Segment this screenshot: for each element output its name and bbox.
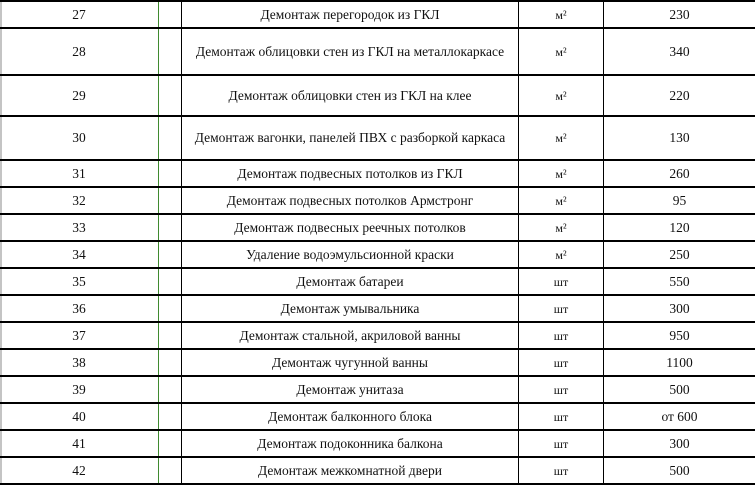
row-number: 35 bbox=[72, 274, 86, 289]
price-cell bbox=[604, 214, 755, 241]
row-number-cell bbox=[0, 241, 159, 268]
description-cell bbox=[182, 457, 519, 484]
price-value: 300 bbox=[669, 301, 689, 316]
unit-cell bbox=[519, 430, 604, 457]
price-cell bbox=[604, 349, 755, 376]
unit-cell bbox=[519, 1, 604, 28]
price-value: 250 bbox=[669, 247, 689, 262]
table-row bbox=[0, 241, 755, 268]
work-description: Демонтаж подвесных потолков из ГКЛ bbox=[237, 166, 462, 181]
work-description: Демонтаж облицовки стен из ГКЛ на металлокаркасе bbox=[196, 44, 504, 59]
price-value: 130 bbox=[669, 130, 689, 145]
price-cell bbox=[604, 376, 755, 403]
table-row bbox=[0, 403, 755, 430]
work-description: Демонтаж межкомнатной двери bbox=[258, 463, 442, 478]
unit-cell bbox=[519, 268, 604, 295]
unit-cell bbox=[519, 75, 604, 116]
price-value: 340 bbox=[669, 44, 689, 59]
row-number-cell bbox=[0, 349, 159, 376]
description-cell bbox=[182, 160, 519, 187]
price-value: 950 bbox=[669, 328, 689, 343]
row-number: 38 bbox=[72, 355, 86, 370]
description-cell bbox=[182, 403, 519, 430]
table-row bbox=[0, 268, 755, 295]
price-value: от 600 bbox=[661, 409, 697, 424]
table-row bbox=[0, 376, 755, 403]
work-description: Демонтаж стальной, акриловой ванны bbox=[239, 328, 460, 343]
row-number-cell bbox=[0, 268, 159, 295]
work-description: Демонтаж умывальника bbox=[281, 301, 420, 316]
price-cell bbox=[604, 241, 755, 268]
row-number: 40 bbox=[72, 409, 86, 424]
row-number-cell bbox=[0, 214, 159, 241]
price-cell bbox=[604, 187, 755, 214]
price-value: 230 bbox=[669, 7, 689, 22]
empty-cell bbox=[159, 322, 182, 349]
unit-of-measure: м² bbox=[555, 167, 566, 181]
description-cell bbox=[182, 322, 519, 349]
row-number: 39 bbox=[72, 382, 86, 397]
row-number: 32 bbox=[72, 193, 86, 208]
unit-of-measure: м² bbox=[555, 45, 566, 59]
table-row bbox=[0, 1, 755, 28]
price-value: 300 bbox=[669, 436, 689, 451]
unit-of-measure: м² bbox=[555, 8, 566, 22]
row-number-cell bbox=[0, 160, 159, 187]
empty-cell bbox=[159, 214, 182, 241]
empty-cell bbox=[159, 349, 182, 376]
table-row bbox=[0, 322, 755, 349]
unit-cell bbox=[519, 349, 604, 376]
description-cell bbox=[182, 241, 519, 268]
description-cell bbox=[182, 295, 519, 322]
unit-cell bbox=[519, 403, 604, 430]
unit-of-measure: м² bbox=[555, 89, 566, 103]
empty-cell bbox=[159, 403, 182, 430]
table-row bbox=[0, 295, 755, 322]
row-number-cell bbox=[0, 457, 159, 484]
row-number-cell bbox=[0, 295, 159, 322]
description-cell bbox=[182, 214, 519, 241]
price-cell bbox=[604, 116, 755, 160]
unit-cell bbox=[519, 160, 604, 187]
unit-cell bbox=[519, 28, 604, 75]
price-value: 220 bbox=[669, 88, 689, 103]
table-row bbox=[0, 457, 755, 484]
work-description: Демонтаж перегородок из ГКЛ bbox=[260, 7, 439, 22]
table-row bbox=[0, 116, 755, 160]
unit-of-measure: шт bbox=[554, 464, 568, 478]
row-number: 33 bbox=[72, 220, 86, 235]
unit-of-measure: шт bbox=[554, 410, 568, 424]
price-value: 500 bbox=[669, 463, 689, 478]
price-list-body bbox=[0, 1, 755, 484]
unit-cell bbox=[519, 116, 604, 160]
description-cell bbox=[182, 430, 519, 457]
work-description: Демонтаж подвесных реечных потолков bbox=[234, 220, 466, 235]
work-description: Демонтаж унитаза bbox=[296, 382, 403, 397]
empty-cell bbox=[159, 28, 182, 75]
row-number: 34 bbox=[72, 247, 86, 262]
row-number-cell bbox=[0, 403, 159, 430]
price-cell bbox=[604, 295, 755, 322]
unit-of-measure: шт bbox=[554, 437, 568, 451]
work-description: Демонтаж батареи bbox=[296, 274, 403, 289]
row-number-cell bbox=[0, 187, 159, 214]
work-description: Демонтаж облицовки стен из ГКЛ на клее bbox=[228, 88, 471, 103]
unit-cell bbox=[519, 241, 604, 268]
unit-of-measure: шт bbox=[554, 329, 568, 343]
price-cell bbox=[604, 403, 755, 430]
row-number: 29 bbox=[72, 88, 86, 103]
empty-cell bbox=[159, 295, 182, 322]
price-value: 550 bbox=[669, 274, 689, 289]
unit-cell bbox=[519, 187, 604, 214]
price-cell bbox=[604, 457, 755, 484]
description-cell bbox=[182, 28, 519, 75]
unit-cell bbox=[519, 295, 604, 322]
work-description: Демонтаж чугунной ванны bbox=[272, 355, 428, 370]
row-number: 37 bbox=[72, 328, 86, 343]
unit-of-measure: шт bbox=[554, 383, 568, 397]
row-number-cell bbox=[0, 116, 159, 160]
price-cell bbox=[604, 322, 755, 349]
price-cell bbox=[604, 268, 755, 295]
price-cell bbox=[604, 430, 755, 457]
description-cell bbox=[182, 187, 519, 214]
empty-cell bbox=[159, 160, 182, 187]
table-row bbox=[0, 214, 755, 241]
description-cell bbox=[182, 268, 519, 295]
table-row bbox=[0, 75, 755, 116]
empty-cell bbox=[159, 376, 182, 403]
work-description: Демонтаж подоконника балкона bbox=[257, 436, 442, 451]
row-number-cell bbox=[0, 376, 159, 403]
row-number: 41 bbox=[72, 436, 86, 451]
row-number: 31 bbox=[72, 166, 86, 181]
row-number-cell bbox=[0, 28, 159, 75]
unit-of-measure: м² bbox=[555, 221, 566, 235]
work-description: Демонтаж вагонки, панелей ПВХ с разборкой каркаса bbox=[195, 130, 505, 145]
table-row bbox=[0, 187, 755, 214]
empty-cell bbox=[159, 430, 182, 457]
row-number: 30 bbox=[72, 130, 86, 145]
price-value: 260 bbox=[669, 166, 689, 181]
unit-of-measure: шт bbox=[554, 275, 568, 289]
price-value: 500 bbox=[669, 382, 689, 397]
empty-cell bbox=[159, 1, 182, 28]
empty-cell bbox=[159, 241, 182, 268]
empty-cell bbox=[159, 457, 182, 484]
unit-of-measure: м² bbox=[555, 194, 566, 208]
unit-cell bbox=[519, 322, 604, 349]
description-cell bbox=[182, 349, 519, 376]
row-number: 27 bbox=[72, 7, 86, 22]
empty-cell bbox=[159, 116, 182, 160]
row-number: 36 bbox=[72, 301, 86, 316]
work-description: Демонтаж балконного блока bbox=[268, 409, 432, 424]
row-number-cell bbox=[0, 322, 159, 349]
table-row bbox=[0, 349, 755, 376]
work-description: Демонтаж подвесных потолков Армстронг bbox=[227, 193, 474, 208]
unit-cell bbox=[519, 457, 604, 484]
price-cell bbox=[604, 75, 755, 116]
row-number: 42 bbox=[72, 463, 86, 478]
price-cell bbox=[604, 1, 755, 28]
row-number-cell bbox=[0, 75, 159, 116]
price-cell bbox=[604, 28, 755, 75]
work-description: Удаление водоэмульсионной краски bbox=[246, 247, 454, 262]
unit-of-measure: шт bbox=[554, 302, 568, 316]
row-number: 28 bbox=[72, 44, 86, 59]
unit-of-measure: м² bbox=[555, 131, 566, 145]
row-number-cell bbox=[0, 1, 159, 28]
unit-cell bbox=[519, 214, 604, 241]
description-cell bbox=[182, 75, 519, 116]
empty-cell bbox=[159, 75, 182, 116]
description-cell bbox=[182, 376, 519, 403]
table-row bbox=[0, 28, 755, 75]
description-cell bbox=[182, 1, 519, 28]
row-number-cell bbox=[0, 430, 159, 457]
unit-of-measure: м² bbox=[555, 248, 566, 262]
price-value: 95 bbox=[673, 193, 687, 208]
unit-of-measure: шт bbox=[554, 356, 568, 370]
unit-cell bbox=[519, 376, 604, 403]
table-row bbox=[0, 430, 755, 457]
table-row bbox=[0, 160, 755, 187]
price-cell bbox=[604, 160, 755, 187]
description-cell bbox=[182, 116, 519, 160]
empty-cell bbox=[159, 268, 182, 295]
price-value: 120 bbox=[669, 220, 689, 235]
price-value: 1100 bbox=[666, 355, 693, 370]
empty-cell bbox=[159, 187, 182, 214]
